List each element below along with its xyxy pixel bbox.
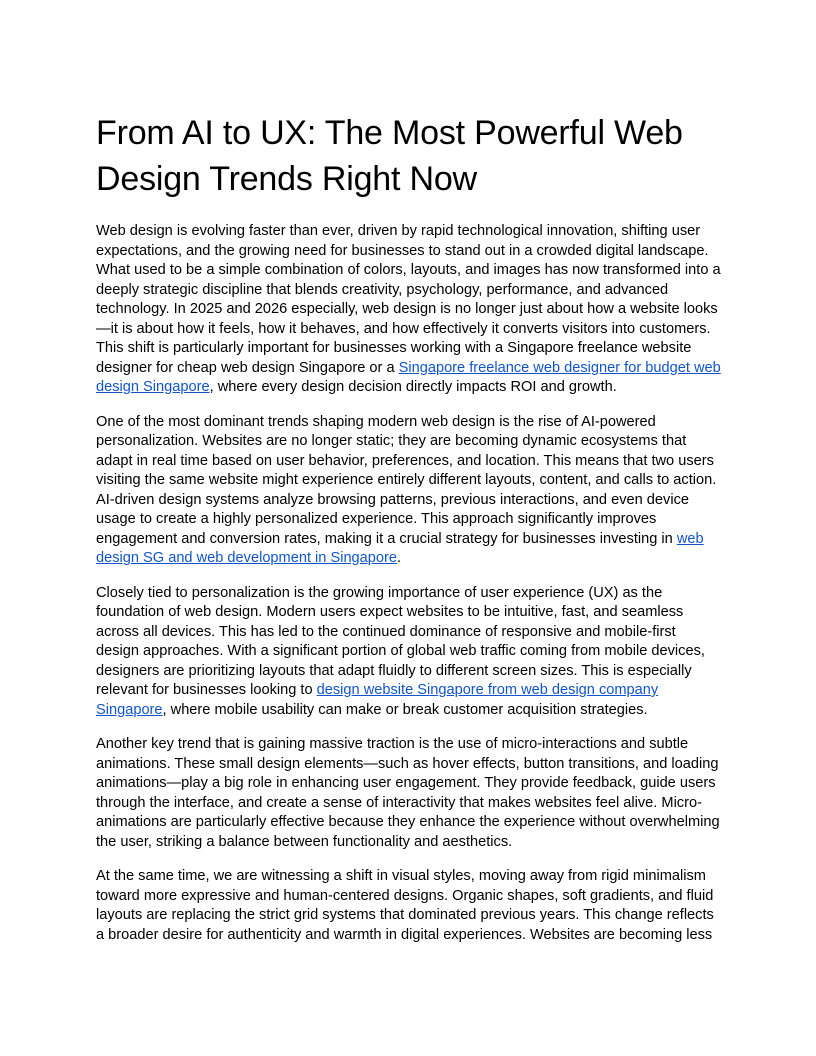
paragraph-personalization	[96, 413, 722, 569]
document-page	[96, 110, 722, 960]
paragraph-visual-styles: At the same time, we are witnessing a shift in visual styles, moving away from rigid minimalism toward more expressive and human-centered designs. Organic shapes, soft gradients, and fluid layouts are replacing the strict grid systems that dominated previous years. This change reflects a broader desire for authenticity and warmth in digital experiences. Websites are becoming less	[96, 868, 714, 943]
paragraph-text: , where every design decision directly impacts ROI and growth.	[209, 379, 617, 395]
paragraph-text: One of the most dominant trends shaping modern web design is the rise of AI-powered personalization. Websites are no longer static; they are becoming dynamic ecosystems that adapt in real time based on user behavior, preferences, and location. This means that two users visiting the same website might experience entirely different layouts, content, and calls to action. AI-driven design systems analyze browsing patterns, previous interactions, and even device usage to create a highly personalized experience. This approach significantly improves engagement and conversion rates, making it a crucial strategy for businesses investing in	[96, 413, 717, 547]
paragraph-text: .	[397, 550, 402, 566]
article-title: From AI to UX: The Most Powerful Web Design Trends Right Now	[96, 114, 683, 198]
link-web-design-sg[interactable]: web design SG and web development in Singapore	[96, 530, 704, 566]
paragraph-ux	[96, 584, 722, 721]
paragraph-intro	[96, 222, 722, 398]
link-design-website-singapore[interactable]: design website Singapore from web design company Singapore	[96, 682, 659, 718]
link-budget-web-design[interactable]: Singapore freelance web designer for budget web design Singapore	[96, 359, 721, 395]
paragraph-text: Web design is evolving faster than ever, driven by rapid technological innovation, shifting user expectations, and the growing need for businesses to stand out in a crowded digital landscape. What used to be a simple combination of colors, layouts, and images has now transformed into a deeply strategic discipline that blends creativity, psychology, performance, and advanced technology. In 2025 and 2026 especially, web design is no longer just about how a website looks—it is about how it feels, how it behaves, and how effectively it converts visitors into customers. This shift is particularly important for businesses working with a Singapore freelance website designer for cheap web design Singapore or a	[96, 223, 721, 376]
paragraph-text: Closely tied to personalization is the growing importance of user experience (UX) as the foundation of web design. Modern users expect websites to be intuitive, fast, and seamless across all devices. This has led to the continued dominance of responsive and mobile-first design approaches. With a significant portion of global web traffic coming from mobile devices, designers are prioritizing layouts that adapt fluidly to different screen sizes. This is especially relevant for businesses looking to	[96, 584, 705, 698]
paragraph-micro-interactions: Another key trend that is gaining massive traction is the use of micro-interactions and subtle animations. These small design elements—such as hover effects, button transitions, and loading animations—play a big role in enhancing user engagement. They provide feedback, guide users through the interface, and create a sense of interactivity that makes websites feel alive. Micro-animations are particularly effective because they enhance the experience without overwhelming the user, striking a balance between functionality and aesthetics.	[96, 736, 720, 850]
paragraph-text: , where mobile usability can make or break customer acquisition strategies.	[162, 701, 648, 718]
